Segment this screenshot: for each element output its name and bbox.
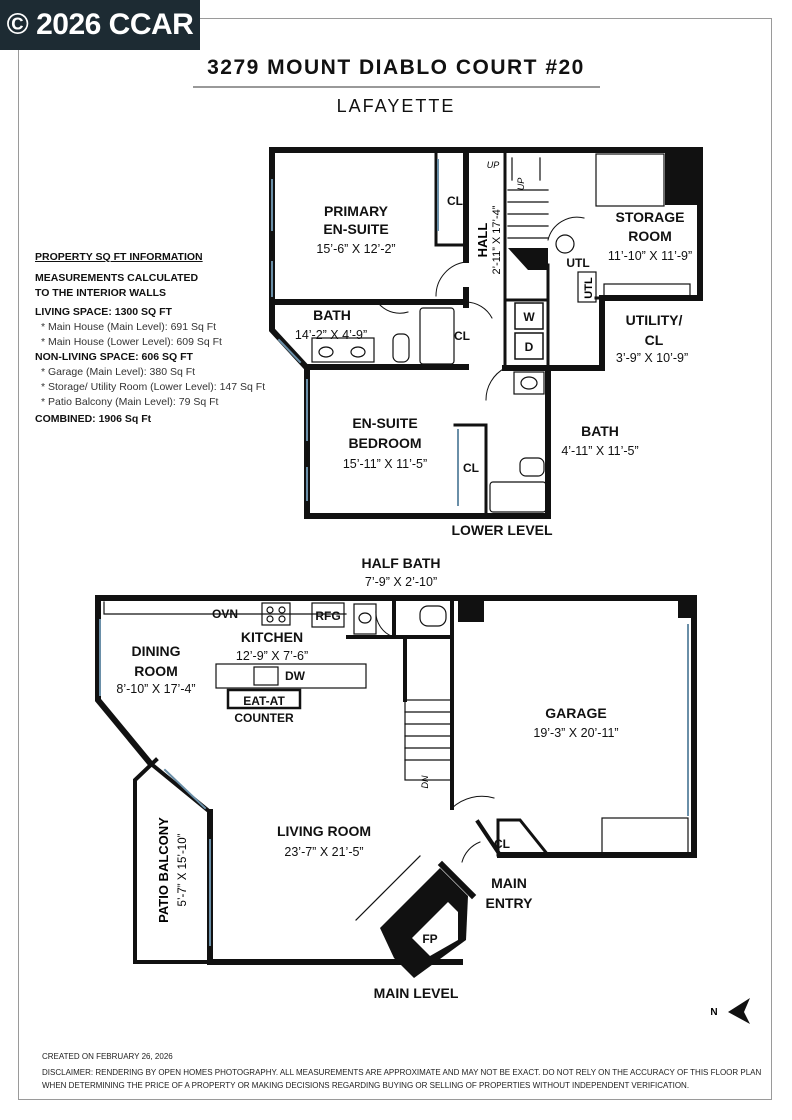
halfbath-name: HALF BATH — [361, 555, 441, 571]
dishwasher-label: DW — [285, 669, 305, 683]
lower-stair-fill — [508, 248, 548, 270]
eatat-name-2: COUNTER — [234, 711, 294, 725]
dining-name-1: DINING — [131, 643, 181, 659]
dryer-label: D — [524, 340, 534, 354]
ensuite-name-1: EN-SUITE — [352, 415, 418, 431]
dining-name-2: ROOM — [134, 663, 178, 679]
storage-name-1: STORAGE — [615, 209, 685, 225]
hall-dim: 2’-11” X 17’-4” — [491, 205, 503, 275]
ensuite-name-2: BEDROOM — [348, 435, 422, 451]
primary-dim: 15’-6” X 12’-2” — [316, 242, 396, 256]
info-living-item: * Main House (Lower Level): 609 Sq Ft — [41, 336, 222, 348]
info-living-space: LIVING SPACE: 1300 SQ FT — [35, 306, 172, 318]
up-label: UP — [486, 160, 500, 170]
info-living-item: * Main House (Main Level): 691 Sq Ft — [41, 321, 217, 333]
living-dim: 23’-7” X 21’-5” — [284, 845, 364, 859]
ensuite-dim: 15’-11” X 11’-5” — [342, 457, 428, 471]
footer-created: CREATED ON FEBRUARY 26, 2026 — [42, 1052, 173, 1061]
info-nonliving-space: NON-LIVING SPACE: 606 SQ FT — [35, 351, 193, 363]
entry-name-2: ENTRY — [485, 895, 533, 911]
living-name: LIVING ROOM — [276, 823, 372, 839]
primary-name-1: PRIMARY — [323, 203, 389, 219]
info-heading: PROPERTY SQ FT INFORMATION — [35, 251, 203, 263]
footer-disclaimer-2: WHEN DETERMINING THE PRICE OF A PROPERTY OR MAKING DECISIONS REGARDING BUYING OR SELLING OF PROPERTIES WITHOUT INDEPENDENT VERIFICATION. — [42, 1081, 690, 1090]
refrigerator-label: RFG — [315, 609, 341, 623]
utility-name-1: UTILITY/ — [625, 312, 683, 328]
info-calc-line-2: TO THE INTERIOR WALLS — [35, 287, 167, 299]
utility-name-2: CL — [644, 332, 664, 348]
page-subtitle: LAFAYETTE — [336, 96, 456, 116]
down-label: DN — [420, 775, 430, 789]
primary-closet-label: CL — [447, 194, 463, 208]
bath1-dim: 14’-2” X 4’-9” — [294, 328, 368, 342]
up-label-stair: UP — [516, 177, 526, 191]
info-combined: COMBINED: 1906 Sq Ft — [35, 413, 152, 425]
fireplace-label: FP — [422, 932, 438, 946]
page-title: 3279 MOUNT DIABLO COURT #20 — [207, 56, 585, 79]
garage-name: GARAGE — [545, 705, 607, 721]
info-nonliving-item: * Patio Balcony (Main Level): 79 Sq Ft — [41, 396, 219, 408]
info-nonliving-item: * Garage (Main Level): 380 Sq Ft — [41, 366, 196, 378]
eatat-name-1: EAT-AT — [243, 694, 285, 708]
bath2-dim: 4’-11” X 11’-5” — [561, 444, 639, 458]
hall-closet-label: CL — [454, 329, 470, 343]
patio-dim: 5’-7” X 15’-10” — [177, 833, 189, 907]
compass-north-label: N — [710, 1007, 718, 1018]
info-nonliving-item: * Storage/ Utility Room (Lower Level): 147 Sq Ft — [41, 381, 266, 393]
dining-dim: 8’-10” X 17’-4” — [116, 682, 196, 696]
info-calc-line-1: MEASUREMENTS CALCULATED — [35, 272, 199, 284]
entry-closet-label: CL — [494, 837, 510, 851]
storage-name-2: ROOM — [628, 228, 672, 244]
bath2-fixtures — [490, 372, 546, 512]
washer-label: W — [523, 310, 535, 324]
copyright-badge: © 2026 CCAR — [0, 0, 200, 50]
storage-column — [665, 150, 700, 205]
garage-column — [458, 598, 484, 622]
utl-label: UTL — [566, 256, 590, 270]
kitchen-dim: 12’-9” X 7’-6” — [235, 649, 309, 663]
kitchen-name: KITCHEN — [240, 629, 304, 645]
lower-stairs — [508, 158, 548, 238]
utility-dim: 3’-9” X 10’-9” — [615, 351, 689, 365]
compass — [728, 998, 750, 1024]
entry-name-1: MAIN — [491, 875, 527, 891]
patio-name: PATIO BALCONY — [156, 817, 171, 923]
garage-dim: 19’-3” X 20’-11” — [533, 726, 619, 740]
oven-label: OVN — [211, 607, 239, 621]
main-level-label: MAIN LEVEL — [373, 985, 459, 1001]
ensuite-closet-label: CL — [463, 461, 479, 475]
bath1-name: BATH — [313, 307, 351, 323]
garage-corner — [678, 598, 696, 618]
garage-details — [602, 818, 688, 854]
halfbath-dim: 7’-9” X 2’-10” — [364, 575, 438, 589]
main-stairs — [405, 700, 451, 780]
lower-level-label: LOWER LEVEL — [451, 522, 553, 538]
primary-name-2: EN-SUITE — [323, 221, 389, 237]
utl-label-rotated: UTL — [583, 277, 595, 299]
storage-dim: 11’-10” X 11’-9” — [607, 249, 693, 263]
footer-disclaimer-1: DISCLAIMER: RENDERING BY OPEN HOMES PHOTOGRAPHY. ALL MEASUREMENTS ARE APPROXIMATE AND MAY NOT BE EXACT. DO NOT RELY ON THE ACCURACY OF THIS FLOOR PLAN — [42, 1068, 762, 1077]
hall-name: HALL — [475, 222, 490, 258]
bath2-name: BATH — [581, 423, 619, 439]
